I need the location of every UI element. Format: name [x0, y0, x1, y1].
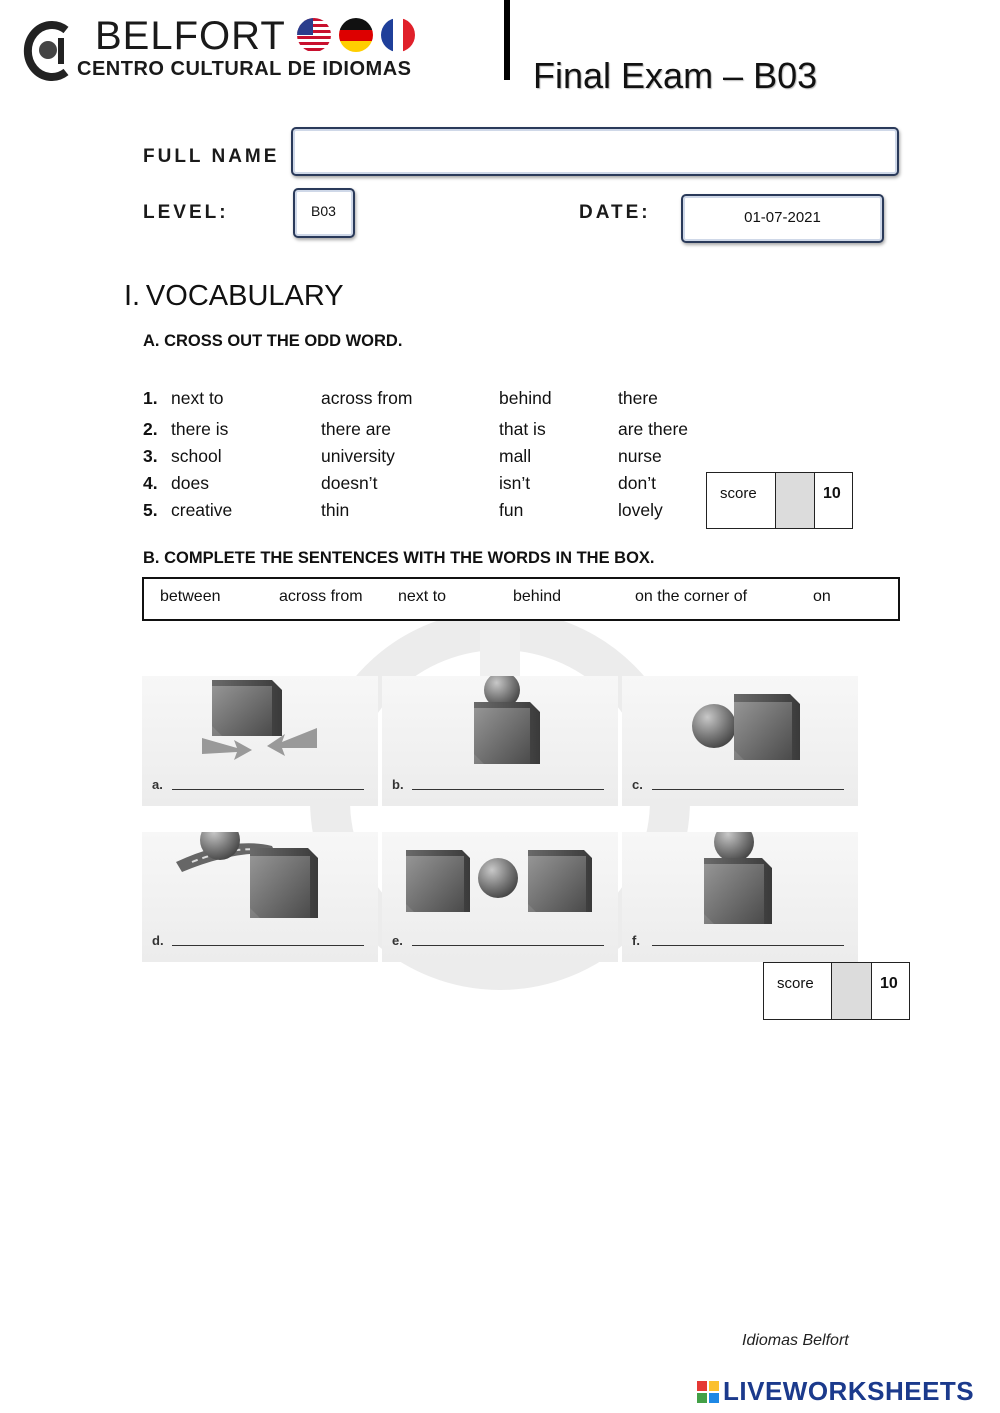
odd-word-row: [143, 500, 743, 524]
brand-name: BELFORT: [95, 14, 286, 58]
word-option[interactable]: don’t: [618, 473, 656, 493]
word-option[interactable]: doesn’t: [321, 473, 378, 493]
level-label: LEVEL:: [143, 202, 229, 223]
answer-line[interactable]: [412, 789, 604, 790]
word-box-item: on: [813, 588, 831, 605]
answer-line[interactable]: [172, 789, 364, 790]
full-name-input[interactable]: [291, 127, 899, 176]
word-option[interactable]: next to: [171, 388, 224, 408]
word-box-item: between: [160, 588, 221, 605]
picture-d: [142, 832, 378, 962]
answer-line[interactable]: [172, 945, 364, 946]
score-max: 10: [823, 485, 841, 502]
picture-a: [142, 676, 378, 806]
cube-arrows-illustration: [142, 676, 378, 806]
picture-grid: [142, 676, 857, 963]
ball-between-cubes-illustration: [382, 832, 618, 962]
full-name-label: FULL NAME: [143, 146, 280, 167]
level-value: B03: [311, 203, 336, 219]
france-flag-icon: [381, 18, 415, 52]
exam-title: Final Exam – B03: [533, 55, 818, 96]
germany-flag-icon: [339, 18, 373, 52]
word-option[interactable]: lovely: [618, 500, 663, 520]
picture-label: e.: [392, 933, 403, 948]
date-label: DATE:: [579, 202, 651, 223]
word-box-item: on the corner of: [635, 588, 748, 605]
ball-on-cube-illustration: [622, 832, 858, 962]
level-field: [293, 188, 355, 238]
word-box: [142, 577, 900, 621]
picture-e: [382, 832, 618, 962]
us-flag-icon: [297, 18, 331, 52]
picture-label: d.: [152, 933, 164, 948]
liveworksheets-text: LIVEWORKSHEETS: [723, 1376, 975, 1406]
picture-label: a.: [152, 777, 163, 792]
date-field: 01-07-2021: [681, 194, 884, 243]
ball-corner-road-illustration: [142, 832, 378, 962]
ball-on-cube-illustration: [382, 676, 618, 806]
word-option[interactable]: university: [321, 446, 395, 466]
score-value-field: [775, 473, 815, 528]
ball-next-to-cube-illustration: [622, 676, 858, 806]
part-b-title: B. COMPLETE THE SENTENCES WITH THE WORDS IN THE BOX.: [143, 549, 655, 567]
picture-label: f.: [632, 933, 640, 948]
picture-b: [382, 676, 618, 806]
word-option[interactable]: that is: [499, 419, 546, 439]
word-box-item: across from: [279, 588, 363, 605]
word-option[interactable]: are there: [618, 419, 689, 439]
word-option[interactable]: behind: [499, 388, 552, 408]
part-a-score-box: [706, 472, 853, 529]
odd-word-row: [143, 419, 743, 443]
footer-credit: Idiomas Belfort: [742, 1332, 849, 1349]
word-option[interactable]: creative: [171, 500, 233, 520]
word-option[interactable]: isn’t: [499, 473, 531, 493]
answer-line[interactable]: [652, 945, 844, 946]
brand-subtitle: CENTRO CULTURAL DE IDIOMAS: [77, 58, 412, 80]
word-option[interactable]: there are: [321, 419, 392, 439]
odd-word-row: [143, 446, 743, 470]
score-label: score: [777, 975, 814, 992]
picture-f: [622, 832, 858, 962]
score-max: 10: [880, 975, 898, 992]
word-option[interactable]: school: [171, 446, 222, 466]
picture-label: b.: [392, 777, 404, 792]
item-number: 5.: [143, 500, 158, 520]
part-b-score-box: [763, 962, 910, 1020]
item-number: 1.: [143, 388, 158, 408]
word-box-item: behind: [513, 588, 562, 605]
section-title: I. VOCABULARY: [124, 280, 344, 312]
word-option[interactable]: does: [171, 473, 209, 493]
word-option[interactable]: mall: [499, 446, 532, 466]
word-box-item: next to: [398, 588, 447, 605]
part-a-title: A. CROSS OUT THE ODD WORD.: [143, 332, 403, 350]
liveworksheets-mark-icon: [697, 1381, 719, 1403]
answer-line[interactable]: [652, 789, 844, 790]
picture-label: c.: [632, 777, 643, 792]
header-divider: [504, 0, 510, 80]
word-option[interactable]: across from: [321, 388, 413, 408]
belfort-logo-icon: [18, 16, 74, 84]
item-number: 4.: [143, 473, 158, 493]
score-value-field: [831, 963, 872, 1019]
word-option[interactable]: there is: [171, 419, 229, 439]
answer-line[interactable]: [412, 945, 604, 946]
word-option[interactable]: thin: [321, 500, 350, 520]
word-option[interactable]: nurse: [618, 446, 662, 466]
odd-word-row: [143, 473, 743, 497]
word-option[interactable]: there: [618, 388, 658, 408]
odd-word-row: [143, 388, 743, 412]
item-number: 3.: [143, 446, 158, 466]
item-number: 2.: [143, 419, 158, 439]
word-option[interactable]: fun: [499, 500, 524, 520]
picture-c: [622, 676, 858, 806]
score-label: score: [720, 485, 757, 502]
